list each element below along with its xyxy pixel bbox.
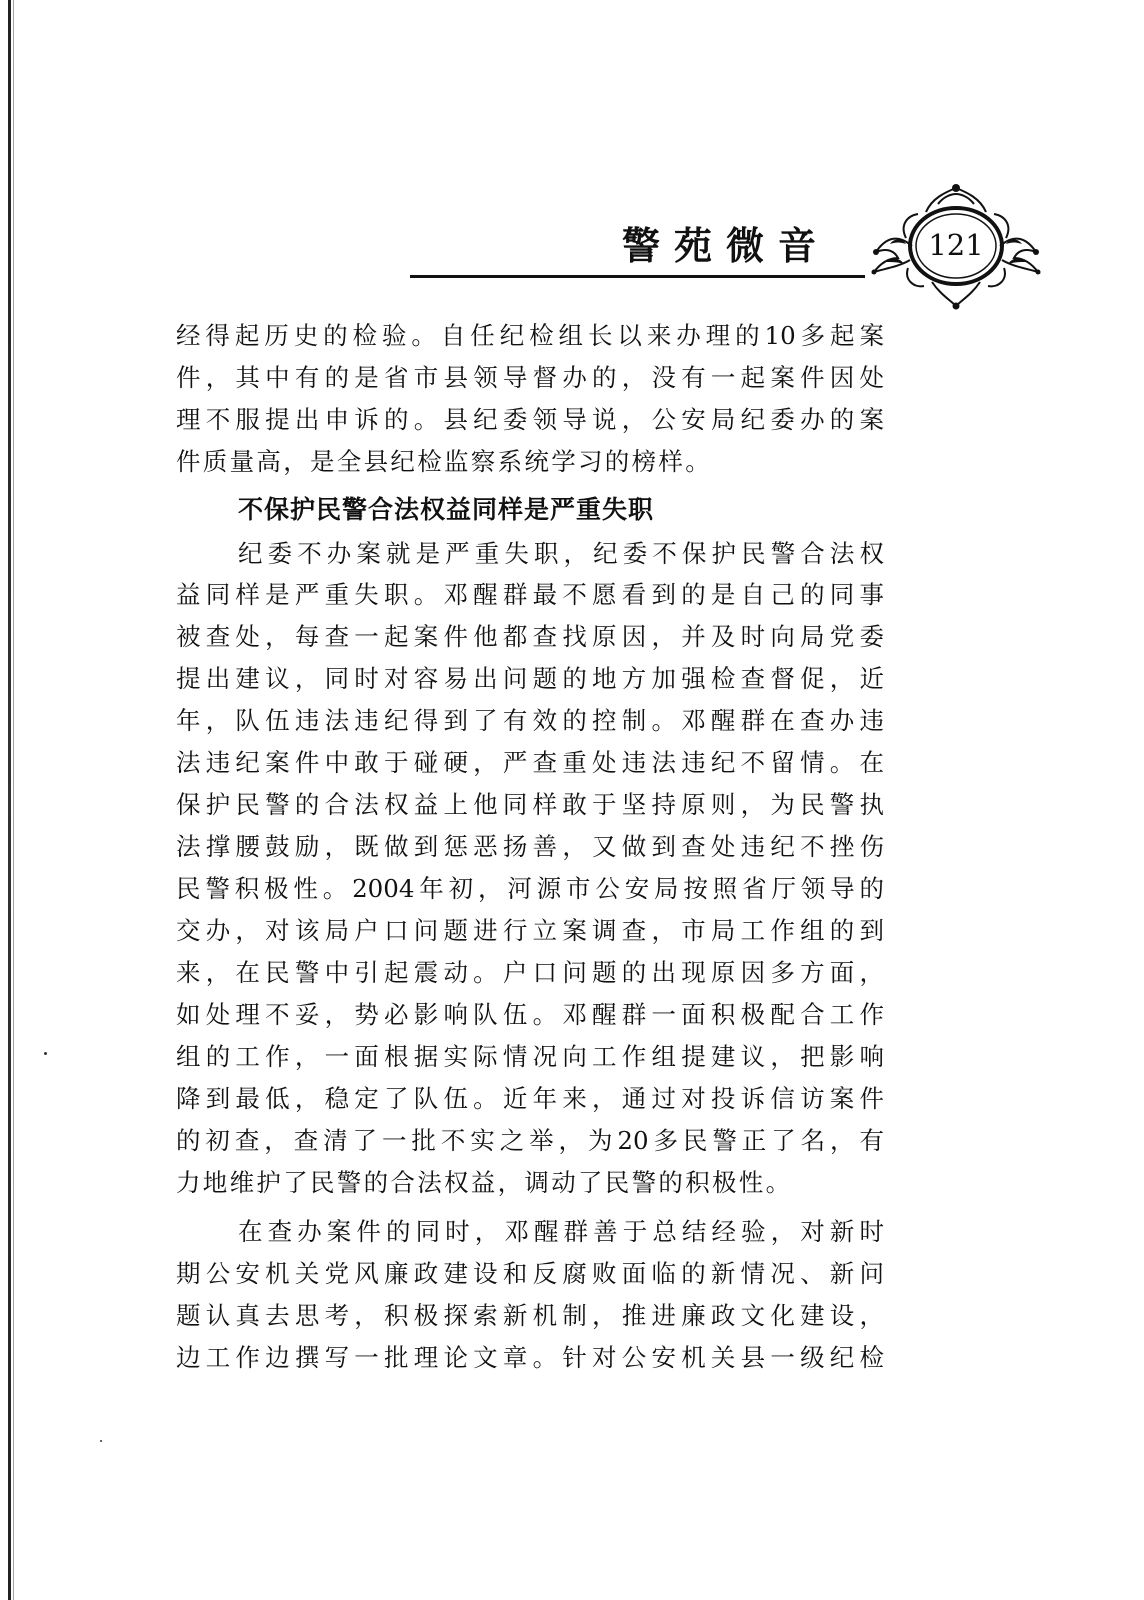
paragraph-2-line: 法违纪案件中敢于碰硬，严查重处违法违纪不留情。在 (176, 748, 884, 777)
section-heading: 不保护民警合法权益同样是严重失职 (238, 495, 655, 524)
paragraph-3-line: 边工作边撰写一批理论文章。针对公安机关县一级纪检 (176, 1343, 884, 1372)
running-header-title: 警苑微音 (622, 224, 831, 268)
paragraph-2-line: 纪委不办案就是严重失职，纪委不保护民警合法权 (238, 539, 884, 568)
paragraph-2-line: 来，在民警中引起震动。户口问题的出现原因多方面， (176, 958, 884, 987)
paragraph-2-line: 益同样是严重失职。邓醒群最不愿看到的是自己的同事 (176, 580, 884, 609)
paragraph-1-line: 件，其中有的是省市县领导督办的，没有一起案件因处 (176, 363, 884, 392)
page-number: 121 (928, 228, 984, 262)
scan-speck (44, 1052, 47, 1055)
paragraph-3-line: 题认真去思考，积极探索新机制，推进廉政文化建设， (176, 1301, 884, 1330)
paragraph-2-line: 降到最低，稳定了队伍。近年来，通过对投诉信访案件 (176, 1084, 884, 1113)
scan-binding-edge (8, 0, 11, 1600)
header-rule (410, 275, 865, 278)
paragraph-3-line: 在查办案件的同时，邓醒群善于总结经验，对新时 (238, 1217, 884, 1246)
paragraph-2-line: 被查处，每查一起案件他都查找原因，并及时向局党委 (176, 622, 884, 651)
paragraph-2-line: 保护民警的合法权益上他同样敢于坚持原则，为民警执 (176, 790, 884, 819)
paragraph-2-line: 法撑腰鼓励，既做到惩恶扬善，又做到查处违纪不挫伤 (176, 832, 884, 861)
paragraph-1-line: 理不服提出申诉的。县纪委领导说，公安局纪委办的案 (176, 405, 884, 434)
paragraph-2-line: 如处理不妥，势必影响队伍。邓醒群一面积极配合工作 (176, 1000, 884, 1029)
scan-binding-edge-shadow (13, 0, 14, 1600)
paragraph-2-line: 交办，对该局户口问题进行立案调查，市局工作组的到 (176, 916, 884, 945)
paragraph-2-line: 年，队伍违法违纪得到了有效的控制。邓醒群在查办违 (176, 706, 884, 735)
paragraph-2-line: 提出建议，同时对容易出问题的地方加强检查督促，近 (176, 664, 884, 693)
paragraph-1-line: 经得起历史的检验。自任纪检组长以来办理的10多起案 (176, 321, 884, 350)
paragraph-2-line: 民警积极性。2004年初，河源市公安局按照省厅领导的 (176, 874, 884, 903)
paragraph-2-line: 力地维护了民警的合法权益，调动了民警的积极性。 (176, 1168, 793, 1197)
scan-speck (100, 1440, 102, 1442)
paragraph-3-line: 期公安机关党风廉政建设和反腐败面临的新情况、新问 (176, 1259, 884, 1288)
paragraph-2-line: 的初查，查清了一批不实之举，为20多民警正了名，有 (176, 1126, 884, 1155)
paragraph-1-line: 件质量高，是全县纪检监察系统学习的榜样。 (176, 447, 712, 476)
paragraph-2-line: 组的工作，一面根据实际情况向工作组提建议，把影响 (176, 1042, 884, 1071)
